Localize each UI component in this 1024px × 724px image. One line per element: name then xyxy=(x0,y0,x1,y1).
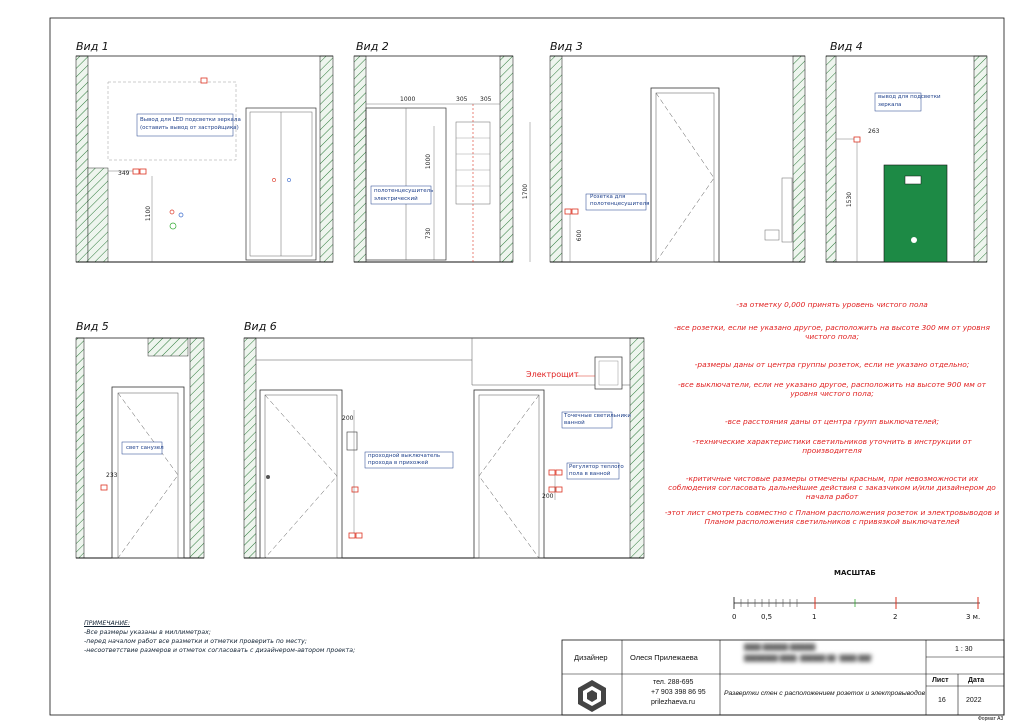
view4-mirror-note-line2: зеркала xyxy=(878,102,902,108)
view-6-drawing xyxy=(244,338,644,558)
view2-dim-1700: 1700 xyxy=(522,183,530,200)
tb-project-line2: ████████ ████, ██████ ██ "████ ███" xyxy=(744,656,874,662)
view-3-title: Вид 3 xyxy=(550,40,583,53)
note-3: -размеры даны от центра группы розеток, если не указано отдельно; xyxy=(694,360,970,369)
tb-phone2: +7 903 398 86 95 xyxy=(651,689,706,696)
view4-mirror-note-line1: вывод для подсветки xyxy=(878,94,941,100)
scale-label-0: 0 xyxy=(732,613,737,621)
tb-year: 2022 xyxy=(966,697,982,704)
note-6: -технические характеристики светильников уточнить в инструкции от производителя xyxy=(692,437,972,455)
view6-dim-200b: 200 xyxy=(542,493,554,500)
scale-title: МАСШТАБ xyxy=(834,569,876,577)
view-1-drawing xyxy=(76,56,333,262)
scale-label-3m: 3 м. xyxy=(966,613,981,621)
scale-bar xyxy=(734,597,980,609)
view4-dim-263: 263 xyxy=(868,128,880,135)
view6-pass-note-line1: проходной выключатель xyxy=(368,453,441,459)
tb-format: Формат А3 xyxy=(978,716,1004,722)
tb-list-label: Лист xyxy=(932,677,949,684)
view-2-drawing xyxy=(354,56,530,262)
note-5: -все расстояния даны от центра групп выключателей; xyxy=(724,417,940,426)
tb-date-label: Дата xyxy=(968,677,985,684)
view-4-drawing xyxy=(826,56,987,262)
view-6-title: Вид 6 xyxy=(244,320,277,333)
view-4-title: Вид 4 xyxy=(830,40,863,53)
view2-dim-1000v: 1000 xyxy=(425,153,433,170)
view3-socket-note-line1: Розетка для xyxy=(590,194,626,200)
view6-spot-note-line1: Точечные светильники xyxy=(564,413,631,419)
view3-socket-note-line2: полотенцесушителя xyxy=(590,201,650,207)
tb-sheet-title: Развертки стен с расположением розеток и электровыводов xyxy=(724,690,926,697)
view1-mirror-note-line2: (оставить вывод от застройщика) xyxy=(140,125,239,131)
tb-site: prilezhaeva.ru xyxy=(651,699,695,706)
tb-phone1: тел. 288-695 xyxy=(653,679,694,686)
view1-dim-1100: 1100 xyxy=(145,205,153,222)
scale-label-05: 0,5 xyxy=(761,613,773,621)
view5-switch-note: свет санузел xyxy=(126,445,164,451)
view2-towel-note-line1: полотенцесушитель xyxy=(374,188,434,194)
note-8: -этот лист смотреть совместно с Планом расположения розеток и электровыводов и Планом расположения светильников с привязкой выключателей xyxy=(664,508,1000,526)
view2-dim-305a: 305 xyxy=(456,96,468,103)
tb-role: Дизайнер xyxy=(574,653,608,662)
view6-floor-note-line1: Регулятор теплого xyxy=(569,464,624,470)
view2-dim-1000: 1000 xyxy=(400,96,416,103)
view2-dim-305b: 305 xyxy=(480,96,492,103)
view-5-title: Вид 5 xyxy=(76,320,109,333)
scale-label-1: 1 xyxy=(812,613,817,621)
primechanie-line-2: -перед началом работ все разметки и отметки проверить по месту; xyxy=(84,638,307,645)
tb-scale: 1 : 30 xyxy=(955,646,973,653)
view5-dim-233: 233 xyxy=(106,472,118,479)
note-2: -все розетки, если не указано другое, расположить на высоте 300 мм от уровня чистого пола; xyxy=(674,323,990,341)
view4-dim-1530: 1530 xyxy=(846,191,854,208)
note-1: -за отметку 0,000 принять уровень чистого пола xyxy=(736,300,928,309)
view2-dim-730: 730 xyxy=(425,227,433,240)
note-4: -все выключатели, если не указано другое, расположить на высоте 900 мм от уровня чистого пола; xyxy=(678,380,986,398)
designer-logo xyxy=(578,680,606,712)
view6-floor-note-line2: пола в ванной xyxy=(569,471,611,477)
primechanie-title: ПРИМЕЧАНИЕ: xyxy=(84,620,131,627)
view3-dim-600: 600 xyxy=(576,229,584,242)
view6-electro-label: Электрощит xyxy=(526,370,579,379)
view2-towel-note-line2: электрический xyxy=(374,196,418,202)
scale-label-2: 2 xyxy=(893,613,898,621)
view6-spot-note-line2: ванной xyxy=(564,420,585,426)
tb-project-line1: ████ ██████ ██████ xyxy=(744,645,816,651)
view1-mirror-note-line1: Вывод для LED подсветки зеркала xyxy=(140,117,241,123)
primechanie-line-1: -Все размеры указаны в миллиметрах; xyxy=(84,629,211,636)
tb-designer-name: Олеся Прилежаева xyxy=(630,653,698,662)
view-1-title: Вид 1 xyxy=(76,40,109,53)
view-3-drawing xyxy=(550,56,805,262)
tb-list-number: 16 xyxy=(938,697,946,704)
view6-pass-note-line2: прохода в прихожей xyxy=(368,460,429,466)
view1-dim-349: 349 xyxy=(118,170,130,177)
note-7: -критичные чистовые размеры отмечены красным, при невозможности их соблюдения согласовать дальнейшие действия с заказчиком и/или дизайнером до начала работ xyxy=(668,474,996,501)
primechanie-line-3: -несоответствие размеров и отметок согласовать с дизайнером-автором проекта; xyxy=(84,647,356,654)
view6-dim-200a: 200 xyxy=(342,415,354,422)
view-2-title: Вид 2 xyxy=(356,40,389,53)
